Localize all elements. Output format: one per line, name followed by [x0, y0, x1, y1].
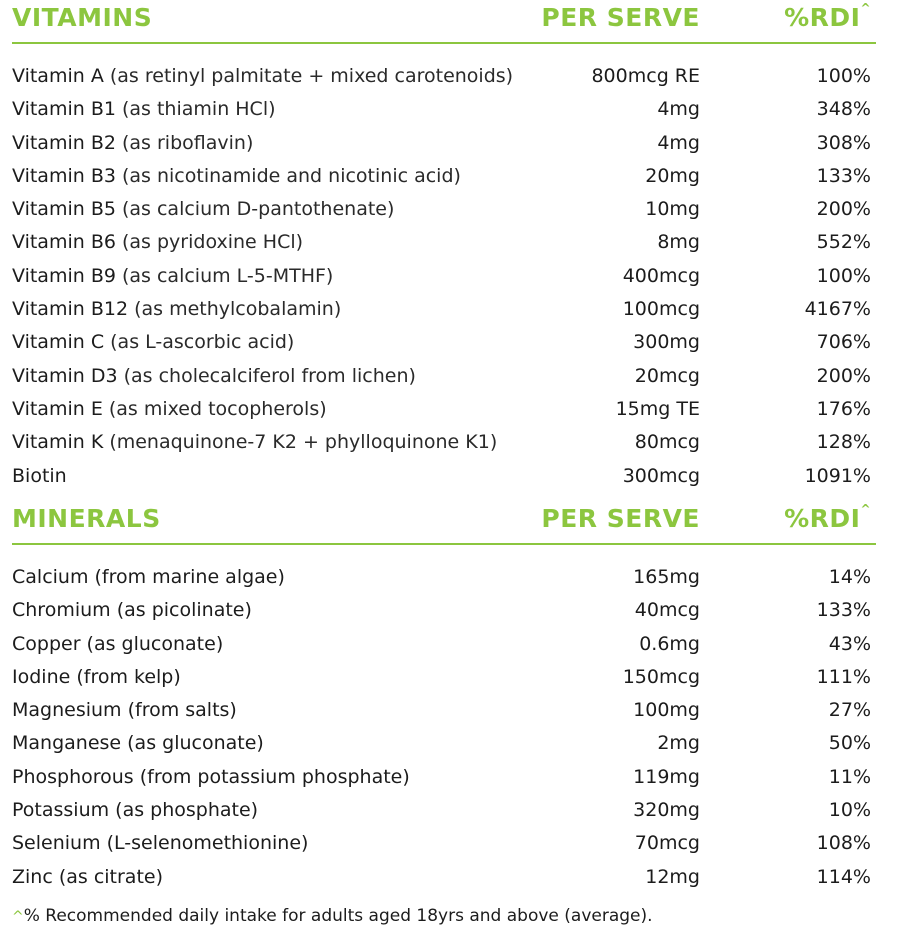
vitamin-row-nutrient	[12, 360, 416, 393]
vitamin-row	[12, 160, 876, 193]
mineral-row	[12, 861, 876, 894]
vitamin-row-per-serve: 4mg	[657, 98, 700, 121]
vitamin-row-per-serve: 4mg	[657, 131, 700, 154]
mineral-row-rdi: 43%	[828, 632, 871, 655]
vitamin-row-nutrient	[12, 426, 497, 459]
vitamin-row-nutrient-source: (as retinyl palmitate + mixed carotenoids)	[103, 65, 514, 87]
vitamin-row	[12, 193, 876, 226]
vitamin-row	[12, 426, 876, 459]
minerals-section	[12, 501, 876, 894]
vitamin-row-nutrient	[12, 193, 394, 226]
vitamin-row-nutrient-source: (as mixed tocopherols)	[102, 397, 327, 420]
vitamin-row-rdi: 308%	[816, 131, 871, 154]
footnote	[12, 906, 653, 926]
vitamin-row-nutrient-source: (as calcium L-5-MTHF)	[115, 264, 334, 287]
mineral-row-nutrient	[12, 594, 252, 627]
vitamin-row	[12, 226, 876, 259]
vitamin-row-per-serve: 100mcg	[622, 298, 700, 321]
vitamin-row-nutrient-name: Vitamin B5	[12, 198, 116, 221]
vitamin-row	[12, 293, 876, 326]
vitamin-row-per-serve: 300mg	[633, 331, 700, 354]
minerals-header	[12, 501, 876, 545]
mineral-row-nutrient	[12, 827, 308, 860]
vitamin-row-nutrient-name: Vitamin A	[12, 65, 104, 87]
vitamin-row-rdi: 1091%	[804, 464, 871, 487]
vitamin-row	[12, 260, 876, 293]
vitamin-row-nutrient	[12, 326, 294, 359]
mineral-row-rdi: 10%	[828, 799, 871, 822]
vitamins-rdi-label: %RDI	[784, 3, 861, 32]
vitamin-row-rdi: 706%	[816, 331, 871, 354]
vitamin-row	[12, 326, 876, 359]
vitamin-row-per-serve: 300mcg	[622, 464, 700, 487]
vitamin-row-nutrient-name: Vitamin B9	[12, 264, 116, 287]
vitamin-row-per-serve: 400mcg	[622, 264, 700, 287]
vitamin-row-rdi: 128%	[816, 431, 871, 454]
vitamin-row-nutrient	[12, 127, 253, 160]
vitamin-row-per-serve: 10mg	[645, 198, 700, 221]
vitamins-table	[12, 60, 876, 493]
mineral-row-rdi: 50%	[828, 732, 871, 755]
mineral-row-rdi: 108%	[816, 832, 871, 855]
mineral-row-per-serve: 40mcg	[634, 599, 700, 622]
vitamin-row-nutrient-source: (as riboflavin)	[115, 131, 254, 154]
footnote-mark: ^	[12, 909, 24, 925]
vitamin-row-nutrient-source: (as pyridoxine HCl)	[115, 231, 304, 254]
vitamin-row-nutrient	[12, 260, 333, 293]
mineral-row-nutrient	[12, 561, 285, 594]
vitamin-row	[12, 93, 876, 126]
mineral-row-per-serve: 119mg	[633, 765, 700, 788]
vitamin-row-nutrient-name: Vitamin E	[12, 397, 103, 420]
mineral-row	[12, 694, 876, 727]
mineral-row-nutrient	[12, 661, 181, 694]
vitamin-row-per-serve: 80mcg	[634, 431, 700, 454]
vitamin-row-nutrient-source: (as calcium D-pantothenate)	[115, 198, 395, 221]
vitamin-row-rdi: 552%	[816, 231, 871, 254]
vitamin-row-per-serve: 20mcg	[634, 364, 700, 387]
minerals-heading: MINERALS	[12, 504, 161, 533]
vitamin-row-nutrient	[12, 460, 67, 493]
mineral-row-nutrient	[12, 628, 223, 661]
mineral-row-per-serve: 100mg	[633, 699, 700, 722]
vitamins-header	[12, 0, 876, 44]
mineral-row-per-serve: 165mg	[633, 566, 700, 588]
mineral-row-per-serve: 70mcg	[634, 832, 700, 855]
mineral-row	[12, 628, 876, 661]
footnote-text: % Recommended daily intake for adults aged 18yrs and above (average).	[23, 906, 653, 926]
vitamin-row-nutrient	[12, 160, 461, 193]
minerals-rdi-mark: ^	[860, 502, 871, 516]
vitamin-row	[12, 393, 876, 426]
minerals-table	[12, 561, 876, 894]
mineral-row-nutrient-name: Magnesium (from salts)	[12, 699, 237, 722]
minerals-per-serve-heading: PER SERVE	[541, 504, 700, 533]
mineral-row-rdi: 133%	[816, 599, 871, 622]
vitamin-row-nutrient-source: (as cholecalciferol from lichen)	[117, 364, 416, 387]
mineral-row	[12, 794, 876, 827]
vitamins-rdi-mark: ^	[860, 1, 871, 15]
mineral-row-nutrient-name: Phosphorous (from potassium phosphate)	[12, 765, 410, 788]
vitamin-row-nutrient-name: Vitamin B12	[12, 298, 129, 321]
vitamin-row-nutrient	[12, 226, 303, 259]
vitamin-row-rdi: 200%	[816, 198, 871, 221]
vitamin-row-nutrient-name: Vitamin D3	[12, 364, 118, 387]
vitamin-row-per-serve: 8mg	[657, 231, 700, 254]
vitamins-section	[12, 0, 876, 493]
mineral-row-nutrient-name: Zinc (as citrate)	[12, 865, 163, 888]
mineral-row	[12, 661, 876, 694]
mineral-row-rdi: 27%	[828, 699, 871, 722]
vitamin-row-nutrient-source: (as L-ascorbic acid)	[104, 331, 295, 354]
vitamin-row-per-serve: 15mg TE	[615, 397, 700, 420]
mineral-row-per-serve: 12mg	[645, 865, 700, 888]
vitamin-row-nutrient-source: (as methylcobalamin)	[128, 298, 342, 321]
vitamin-row	[12, 127, 876, 160]
mineral-row-per-serve: 0.6mg	[639, 632, 700, 655]
mineral-row	[12, 594, 876, 627]
vitamin-row-nutrient	[12, 293, 341, 326]
minerals-rdi-label: %RDI	[784, 504, 861, 533]
vitamin-row-nutrient	[12, 60, 513, 93]
mineral-row-per-serve: 2mg	[657, 732, 700, 755]
mineral-row	[12, 761, 876, 794]
mineral-row-nutrient	[12, 761, 410, 794]
vitamin-row-nutrient-source: (as thiamin HCl)	[115, 98, 276, 121]
mineral-row-nutrient	[12, 727, 264, 760]
vitamin-row-nutrient	[12, 393, 327, 426]
mineral-row-nutrient-name: Calcium (from marine algae)	[12, 566, 285, 588]
mineral-row-nutrient	[12, 694, 237, 727]
mineral-row-nutrient-name: Copper (as gluconate)	[12, 632, 224, 655]
vitamin-row	[12, 460, 876, 493]
mineral-row-rdi: 111%	[816, 665, 871, 688]
mineral-row-nutrient-name: Potassium (as phosphate)	[12, 799, 259, 822]
vitamin-row-nutrient-source: (menaquinone-7 K2 + phylloquinone K1)	[103, 431, 498, 454]
vitamin-row-rdi: 4167%	[804, 298, 871, 321]
mineral-row-nutrient-name: Chromium (as picolinate)	[12, 599, 252, 622]
mineral-row-per-serve: 320mg	[633, 799, 700, 822]
vitamins-heading: VITAMINS	[12, 3, 153, 32]
vitamin-row-nutrient-name: Vitamin B6	[12, 231, 116, 254]
mineral-row-nutrient	[12, 861, 163, 894]
mineral-row-rdi: 11%	[828, 765, 871, 788]
mineral-row	[12, 561, 876, 594]
mineral-row-per-serve: 150mcg	[622, 665, 700, 688]
mineral-row	[12, 827, 876, 860]
vitamin-row-rdi: 348%	[816, 98, 871, 121]
vitamin-row-rdi: 100%	[816, 65, 871, 87]
vitamin-row-rdi: 100%	[816, 264, 871, 287]
vitamin-row-nutrient	[12, 93, 276, 126]
vitamin-row-rdi: 200%	[816, 364, 871, 387]
vitamin-row-per-serve: 800mcg RE	[591, 65, 700, 87]
vitamin-row-per-serve: 20mg	[645, 164, 700, 187]
mineral-row-rdi: 114%	[816, 865, 871, 888]
minerals-rdi-heading	[784, 504, 871, 533]
mineral-row	[12, 727, 876, 760]
mineral-row-nutrient-name: Selenium (L-selenomethionine)	[12, 832, 309, 855]
vitamin-row-nutrient-source: (as nicotinamide and nicotinic acid)	[115, 164, 461, 187]
vitamin-row-nutrient-name: Vitamin K	[12, 431, 104, 454]
vitamins-rdi-heading	[784, 3, 871, 32]
vitamin-row-rdi: 133%	[816, 164, 871, 187]
vitamin-row-nutrient-name: Vitamin B3	[12, 164, 116, 187]
vitamin-row-nutrient-name: Vitamin B2	[12, 131, 116, 154]
vitamin-row-rdi: 176%	[816, 397, 871, 420]
vitamin-row-nutrient-name: Vitamin B1	[12, 98, 116, 121]
vitamin-row	[12, 360, 876, 393]
vitamin-row-nutrient-name: Biotin	[12, 464, 67, 487]
mineral-row-nutrient	[12, 794, 258, 827]
vitamin-row-nutrient-name: Vitamin C	[12, 331, 105, 354]
vitamin-row	[12, 60, 876, 93]
mineral-row-nutrient-name: Iodine (from kelp)	[12, 665, 181, 688]
vitamins-per-serve-heading: PER SERVE	[541, 3, 700, 32]
mineral-row-nutrient-name: Manganese (as gluconate)	[12, 732, 264, 755]
mineral-row-rdi: 14%	[828, 566, 871, 588]
